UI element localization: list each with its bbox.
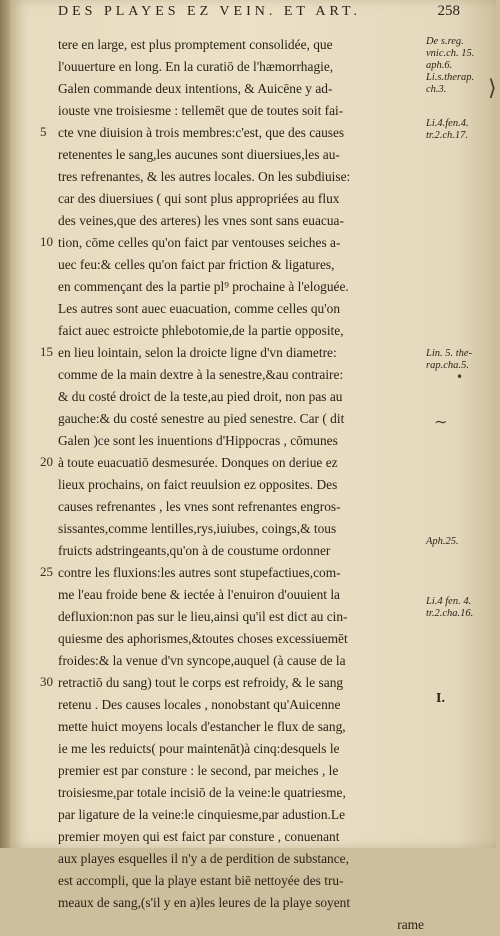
- line-number: 10: [40, 234, 53, 249]
- running-title: DES PLAYES EZ VEIN. ET ART.: [58, 4, 362, 19]
- margin-note-line: Li.s.therap.: [426, 72, 475, 83]
- margin-note-line: Aph.25.: [426, 536, 459, 547]
- text-line: causes refrenantes , les vnes sont refrenantes engros-: [58, 499, 341, 514]
- text-line: & du costé droict de la teste,au pied droit, non pas au: [58, 389, 343, 404]
- text-line: retenentes le sang,les aucunes sont diuersiues,les au-: [58, 147, 340, 162]
- text-line: retenu . Des causes locales , nonobstant qu'Auicenne: [58, 697, 341, 712]
- text-line: fruicts adstringeants,qu'on à de coustume ordonner: [58, 543, 331, 558]
- text-line: tere en large, est plus promptement consolidée, que: [58, 37, 333, 52]
- margin-note-line: tr.2.cha.16.: [426, 608, 474, 619]
- text-line: meaux de sang,(s'il y en a)les leures de la playe soyent: [58, 895, 351, 910]
- text-line: premier est par consture : le second, par meiches , le: [58, 763, 339, 778]
- text-line: cte vne diuision à trois membres:c'est, que des causes: [58, 125, 345, 140]
- text-line: l'ouuerture en long. En la curatiō de l'hæmorrhagie,: [58, 59, 334, 74]
- text-line: contre les fluxions:les autres sont stupefactiues,com-: [58, 565, 341, 580]
- margin-note: [426, 596, 500, 620]
- book-gutter: [0, 0, 10, 848]
- margin-note-line: De s.reg.: [426, 36, 464, 47]
- text-line: sissantes,comme lentilles,rys,iuiubes, coings,& tous: [58, 521, 337, 536]
- line-number: 5: [40, 124, 47, 139]
- catchword: rame: [397, 917, 424, 932]
- text-line: defluxion:non pas sur le lieu,ainsi qu'il est dict au cin-: [58, 609, 348, 624]
- margin-note-line: aph.6.: [426, 60, 453, 71]
- folio-number: 258: [437, 3, 460, 19]
- text-line: uec feu:& celles qu'on faict par friction & ligatures,: [58, 257, 335, 272]
- margin-note-line: vnic.ch. 15.: [426, 48, 475, 59]
- text-line: tion, cōme celles qu'on faict par ventouses seiches a-: [58, 235, 341, 250]
- text-line: ie me les reduicts( pour maintenāt)à cinq:desquels le: [58, 741, 340, 756]
- line-number: 20: [40, 454, 53, 469]
- margin-note: [426, 118, 500, 142]
- line-number: 25: [40, 564, 53, 579]
- text-line: par ligature de la veine:le cinquiesme,par adustion.Le: [58, 807, 346, 822]
- running-header: [58, 3, 460, 28]
- text-line: premier moyen qui est faict par consture , conuenant: [58, 829, 340, 844]
- text-line: faict auec estroicte phlebotomie,de la partie opposite,: [58, 323, 344, 338]
- text-line: Galen )ce sont les inuentions d'Hippocras , cōmunes: [58, 433, 338, 448]
- text-line: froides:& la venue d'vn syncope,auquel (à cause de la: [58, 653, 346, 668]
- book-page: [10, 0, 497, 932]
- text-line: comme de la main dextre à la senestre,&au contraire:: [58, 367, 344, 382]
- text-line: car des diuersiues ( qui sont plus appropriées au flux: [58, 191, 340, 206]
- margin-note-line: Li.4.fen.4.: [426, 118, 469, 129]
- margin-note-line: rap.cha.5.: [426, 360, 469, 371]
- text-line: iouste vne troisiesme : tellemēt que de toutes soit fai-: [58, 103, 344, 118]
- margin-note-line: tr.2.ch.17.: [426, 130, 468, 141]
- margin-note: [426, 348, 500, 372]
- margin-note-line: Li.4 fen. 4.: [426, 596, 472, 607]
- text-line: retractiō du sang) tout le corps est refroidy, & le sang: [58, 675, 344, 690]
- margin-note-line: Lin. 5. the-: [426, 348, 473, 359]
- text-line: lieux prochains, on faict reuulsion ez opposites. Des: [58, 477, 338, 492]
- ink-dot-mark: •: [456, 370, 464, 384]
- text-line: mette huict moyens locals d'estancher le flux de sang,: [58, 719, 346, 734]
- ink-tilde-mark: ∼: [434, 412, 448, 431]
- text-line: aux playes esquelles il n'y a de perdition de substance,: [58, 851, 349, 866]
- margin-note-line: ch.3.: [426, 84, 447, 95]
- line-number: 15: [40, 344, 53, 359]
- text-line: à toute euacuatiō desmesurée. Donques on deriue ez: [58, 455, 338, 470]
- text-line: gauche:& du costé senestre au pied senestre. Car ( dit: [58, 411, 345, 426]
- text-line: est accompli, que la playe estant biē nettoyée des tru-: [58, 873, 344, 888]
- line-number: 30: [40, 674, 53, 689]
- text-line: troisiesme,par totale incisiō de la veine:le quatriesme,: [58, 785, 346, 800]
- text-line: en commençant des la partie pl⁹ prochaine à l'eloguée.: [58, 279, 349, 294]
- text-line: en lieu lointain, selon la droicte ligne d'vn diametre:: [58, 345, 337, 360]
- text-line: Les autres sont auec euacuation, comme celles qu'on: [58, 301, 341, 316]
- main-text-block: [58, 34, 430, 936]
- text-line: Galen commande deux intentions, & Auicēne y ad-: [58, 81, 333, 96]
- margin-note: [426, 536, 500, 548]
- ink-bracket-mark: ⟩: [488, 76, 497, 101]
- text-line: tres refrenantes, & les autres locales. On les subdiuise:: [58, 169, 351, 184]
- text-line: des veines,que des arteres) les vnes sont sans euacua-: [58, 213, 344, 228]
- margin-roman-numeral: I.: [436, 691, 445, 706]
- text-line: me l'eau froide bene & iectée à l'enuiron d'ouuient la: [58, 587, 341, 602]
- text-line: quiesme des aphorismes,&toutes choses excessiuemēt: [58, 631, 348, 646]
